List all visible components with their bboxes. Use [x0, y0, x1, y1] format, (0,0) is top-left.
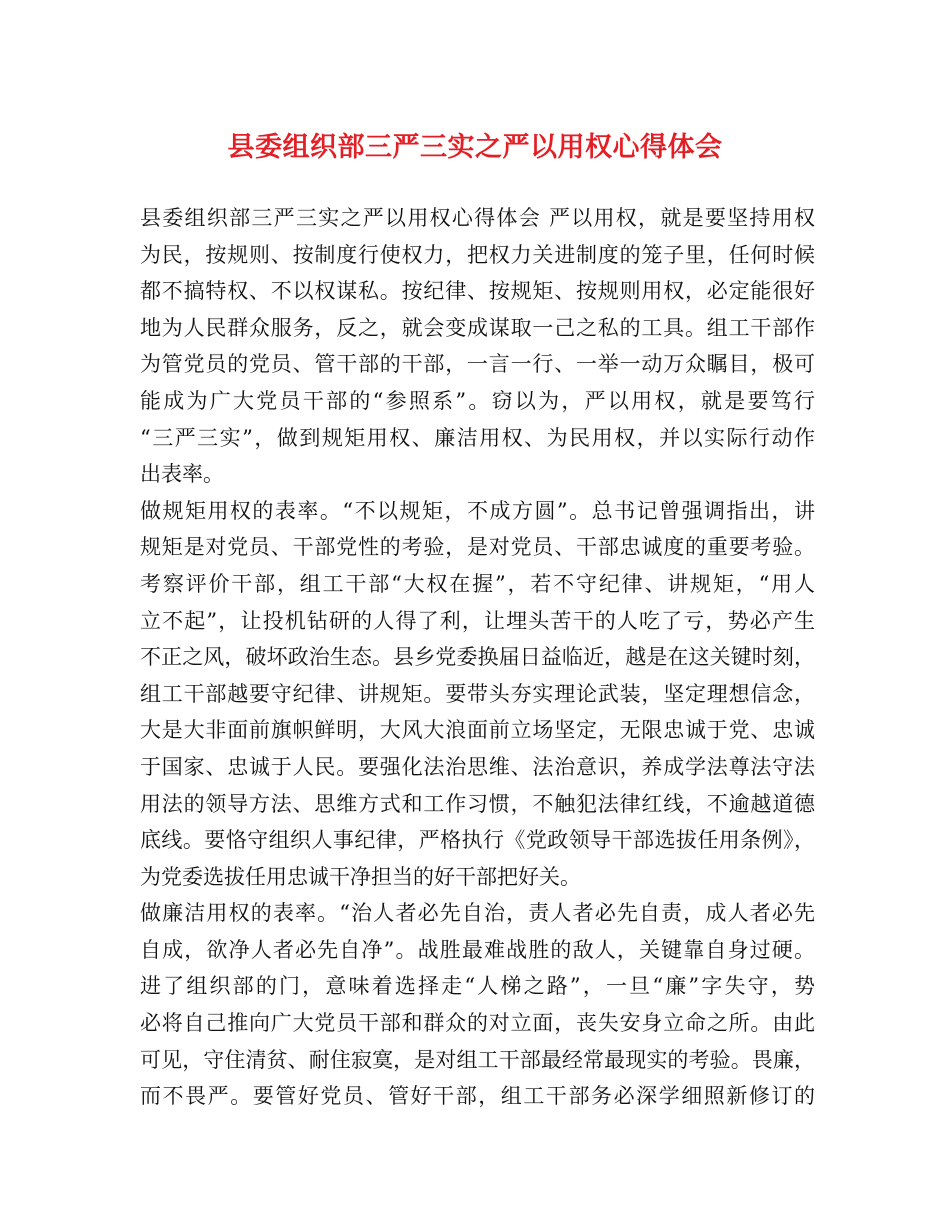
text-line: 而不畏严。要管好党员、管好干部，组工干部务必深学细照新修订的 — [140, 1084, 815, 1109]
text-line: 出表率。 — [140, 462, 224, 487]
text-line: 于国家、忠诚于人民。要强化法治思维、法治意识，养成学法尊法守法 — [140, 754, 815, 779]
text-line: “三严三实”，做到规矩用权、廉洁用权、为民用权，并以实际行动作 — [140, 425, 815, 450]
text-line: 做规矩用权的表率。“不以规矩，不成方圆”。总书记曾强调指出，讲 — [140, 498, 815, 523]
text-line: 地为人民群众服务，反之，就会变成谋取一己之私的工具。组工干部作 — [140, 315, 815, 340]
text-line: 能成为广大党员干部的“参照系”。窃以为，严以用权，就是要笃行 — [140, 388, 815, 413]
document-body — [140, 200, 815, 1115]
text-line: 为民，按规则、按制度行使权力，把权力关进制度的笼子里，任何时候 — [140, 242, 815, 267]
text-line: 都不搞特权、不以权谋私。按纪律、按规矩、按规则用权，必定能很好 — [140, 279, 815, 304]
paragraph-1 — [140, 200, 815, 493]
text-line: 底线。要恪守组织人事纪律，严格执行《党政领导干部选拔任用条例》， — [140, 828, 815, 853]
text-line: 可见，守住清贫、耐住寂寞，是对组工干部最经常最现实的考验。畏廉， — [140, 1047, 815, 1072]
text-line: 自成，欲净人者必先自净”。战胜最难战胜的敌人，关键靠自身过硬。 — [140, 937, 815, 962]
document-title: 县委组织部三严三实之严以用权心得体会 — [227, 132, 723, 163]
paragraph-2 — [140, 493, 815, 896]
text-line: 进了组织部的门，意味着选择走“人梯之路”，一旦“廉”字失守，势 — [140, 974, 815, 999]
text-line: 组工干部越要守纪律、讲规矩。要带头夯实理论武装，坚定理想信念， — [140, 681, 815, 706]
text-line: 做廉洁用权的表率。“治人者必先自治，责人者必先自责，成人者必先 — [140, 901, 815, 926]
text-line: 大是大非面前旗帜鲜明，大风大浪面前立场坚定，无限忠诚于党、忠诚 — [140, 718, 815, 743]
text-line: 用法的领导方法、思维方式和工作习惯，不触犯法律红线，不逾越道德 — [140, 791, 815, 816]
text-line: 不正之风，破坏政治生态。县乡党委换届日益临近，越是在这关键时刻， — [140, 645, 815, 670]
text-line: 为管党员的党员、管干部的干部，一言一行、一举一动万众瞩目，极可 — [140, 352, 815, 377]
text-line: 为党委选拔任用忠诚干净担当的好干部把好关。 — [140, 864, 581, 889]
text-line: 考察评价干部，组工干部“大权在握”，若不守纪律、讲规矩，“用人 — [140, 571, 815, 596]
text-line: 县委组织部三严三实之严以用权心得体会 严以用权，就是要坚持用权 — [140, 206, 815, 230]
text-line: 必将自己推向广大党员干部和群众的对立面，丧失安身立命之所。由此 — [140, 1011, 815, 1036]
text-line: 立不起”，让投机钻研的人得了利，让埋头苦干的人吃了亏，势必产生 — [140, 608, 815, 633]
text-line: 规矩是对党员、干部党性的考验，是对党员、干部忠诚度的重要考验。 — [140, 535, 815, 560]
paragraph-3 — [140, 895, 815, 1115]
